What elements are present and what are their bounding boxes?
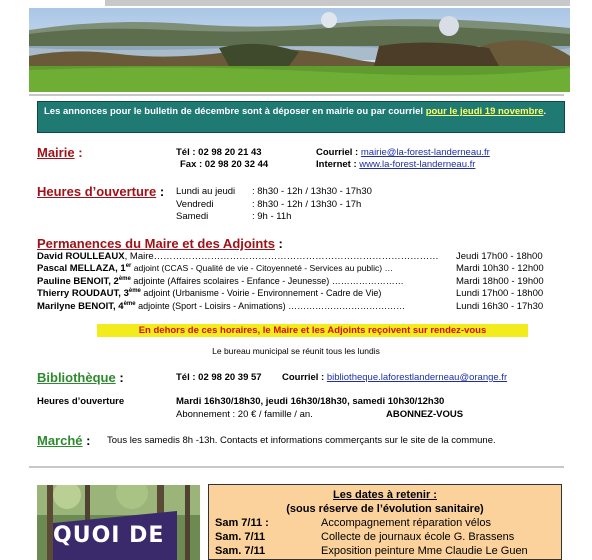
heures-heading <box>37 183 164 201</box>
bibliotheque-hours: Mardi 16h30/18h30, jeudi 16h30/18h30, samedi 10h30/12h30 <box>176 396 445 407</box>
date-label: Sam. 7/11 <box>215 531 266 543</box>
bibliotheque-abonnez: ABONNEZ-VOUS <box>386 409 464 420</box>
heures-row: Lundi au jeudi <box>176 186 236 197</box>
bibliotheque-email-row <box>282 372 507 384</box>
permanence-name: Pauline BENOIT, 2 <box>37 276 119 288</box>
permanence-name: Pascal MELLAZA, 1 <box>37 263 126 275</box>
bibliotheque-email-label: Courriel : <box>282 372 327 383</box>
heures-title: Heures d’ouverture <box>37 184 157 199</box>
permanence-name: Marilyne BENOIT, 4 <box>37 301 124 313</box>
landscape-banner-photo <box>29 8 570 92</box>
heures-row-hours: : 8h30 - 12h / 13h30 - 17h <box>252 199 362 210</box>
permanence-time: Lundi 17h00 - 18h00 <box>456 288 544 299</box>
top-gray-bar <box>105 0 570 6</box>
notice-deadline: pour le jeudi 19 novembre <box>425 106 544 117</box>
permanence-row <box>37 288 381 299</box>
date-label: Sam 7/11 : <box>215 517 269 529</box>
mairie-email-row <box>316 147 490 159</box>
mairie-fax: Fax : 02 98 20 32 44 <box>180 159 269 170</box>
marche-colon: : <box>82 433 91 448</box>
mairie-website-row <box>316 159 475 171</box>
permanence-sup: ème <box>118 276 131 282</box>
marche-title: Marché <box>37 433 83 448</box>
dates-box <box>208 484 562 560</box>
mairie-heading <box>37 144 83 162</box>
permanence-role: , Maire……………………………………………………………………………… <box>124 251 439 262</box>
permanence-sup: ème <box>128 288 141 294</box>
bibliotheque-title: Bibliothèque <box>37 370 116 385</box>
permanence-role: adjointe (Affaires scolaires - Enfance - Jeunesse) …………………… <box>130 276 404 287</box>
bibliotheque-email-link[interactable]: bibliotheque.laforestlanderneau@orange.fr <box>326 372 508 383</box>
permanence-row <box>37 276 404 287</box>
bibliotheque-heading <box>37 369 124 387</box>
quoi-de-neuf-poster <box>37 485 200 560</box>
permanence-role: adjoint (Urbanisme - Voirie - Environnement - Cadre de Vie) <box>140 288 382 299</box>
heures-row: Samedi <box>176 211 209 222</box>
bibliotheque-hours-label: Heures d’ouverture <box>37 396 125 407</box>
permanences-title: Permanences du Maire et des Adjoints <box>37 236 275 251</box>
date-label: Sam. 7/11 <box>215 545 266 557</box>
dates-subtitle: (sous réserve de l’évolution sanitaire) <box>286 503 484 515</box>
permanence-time: Mardi 10h30 - 12h00 <box>456 263 544 274</box>
permanence-time: Lundi 16h30 - 17h30 <box>456 301 544 312</box>
bibliotheque-abonnement: Abonnement : 20 € / famille / an. <box>176 409 313 420</box>
notice-text: Les annonces pour le bulletin de décembre sont à déposer en mairie ou par courriel <box>44 106 426 117</box>
permanence-role: adjointe (Sport - Loisirs - Animations) ………………………………… <box>135 301 406 312</box>
dates-title: Les dates à retenir : <box>333 489 437 501</box>
bureau-note: Le bureau municipal se réunit tous les lundis <box>212 346 380 356</box>
permanence-role: adjoint (CCAS - Qualité de vie - Citoyenneté - Services au public) … <box>131 263 394 274</box>
heures-row: Vendredi <box>176 199 214 210</box>
rendez-vous-highlight: En dehors de ces horaires, le Maire et les Adjoints reçoivent sur rendez-vous <box>97 324 528 337</box>
poster-text: QUOI DE <box>53 523 165 548</box>
date-event: Collecte de journaux école G. Brassens <box>321 531 515 543</box>
date-event: Accompagnement réparation vélos <box>321 517 491 529</box>
heures-row-hours: : 8h30 - 12h / 13h30 - 17h30 <box>252 186 372 197</box>
bibliotheque-tel: Tél : 02 98 20 39 57 <box>176 372 262 383</box>
permanences-colon: : <box>274 236 283 251</box>
mairie-colon: : <box>74 145 83 160</box>
permanence-row <box>37 301 405 312</box>
mairie-email-label: Courriel : <box>316 147 361 158</box>
heures-row-hours: : 9h - 11h <box>252 211 292 222</box>
heures-colon: : <box>156 184 165 199</box>
mairie-title: Mairie <box>37 145 75 160</box>
notice-end: . <box>543 106 547 117</box>
permanence-row <box>37 263 393 274</box>
permanence-sup: ème <box>123 301 136 307</box>
date-event: Exposition peinture Mme Claudie Le Guen <box>321 545 528 557</box>
permanence-time: Jeudi 17h00 - 18h00 <box>456 251 543 262</box>
divider <box>29 466 564 468</box>
permanence-sup: er <box>125 263 132 269</box>
mairie-tel: Tél : 02 98 20 21 43 <box>176 147 262 158</box>
permanence-name: Thierry ROUDAUT, 3 <box>37 288 129 300</box>
permanence-time: Mardi 18h00 - 19h00 <box>456 276 544 287</box>
permanence-name: David ROULLEAUX <box>37 251 125 262</box>
divider <box>29 94 564 96</box>
marche-text: Tous les samedis 8h -13h. Contacts et informations commerçants sur le site de la commune. <box>107 435 496 446</box>
mairie-email-link[interactable]: mairie@la-forest-landerneau.fr <box>360 147 490 158</box>
permanence-row <box>37 251 439 262</box>
bulletin-notice <box>37 101 565 133</box>
bibliotheque-colon: : <box>115 370 124 385</box>
mairie-website-link[interactable]: www.la-forest-landerneau.fr <box>359 159 476 170</box>
marche-heading <box>37 432 90 450</box>
mairie-website-label: Internet : <box>316 159 360 170</box>
